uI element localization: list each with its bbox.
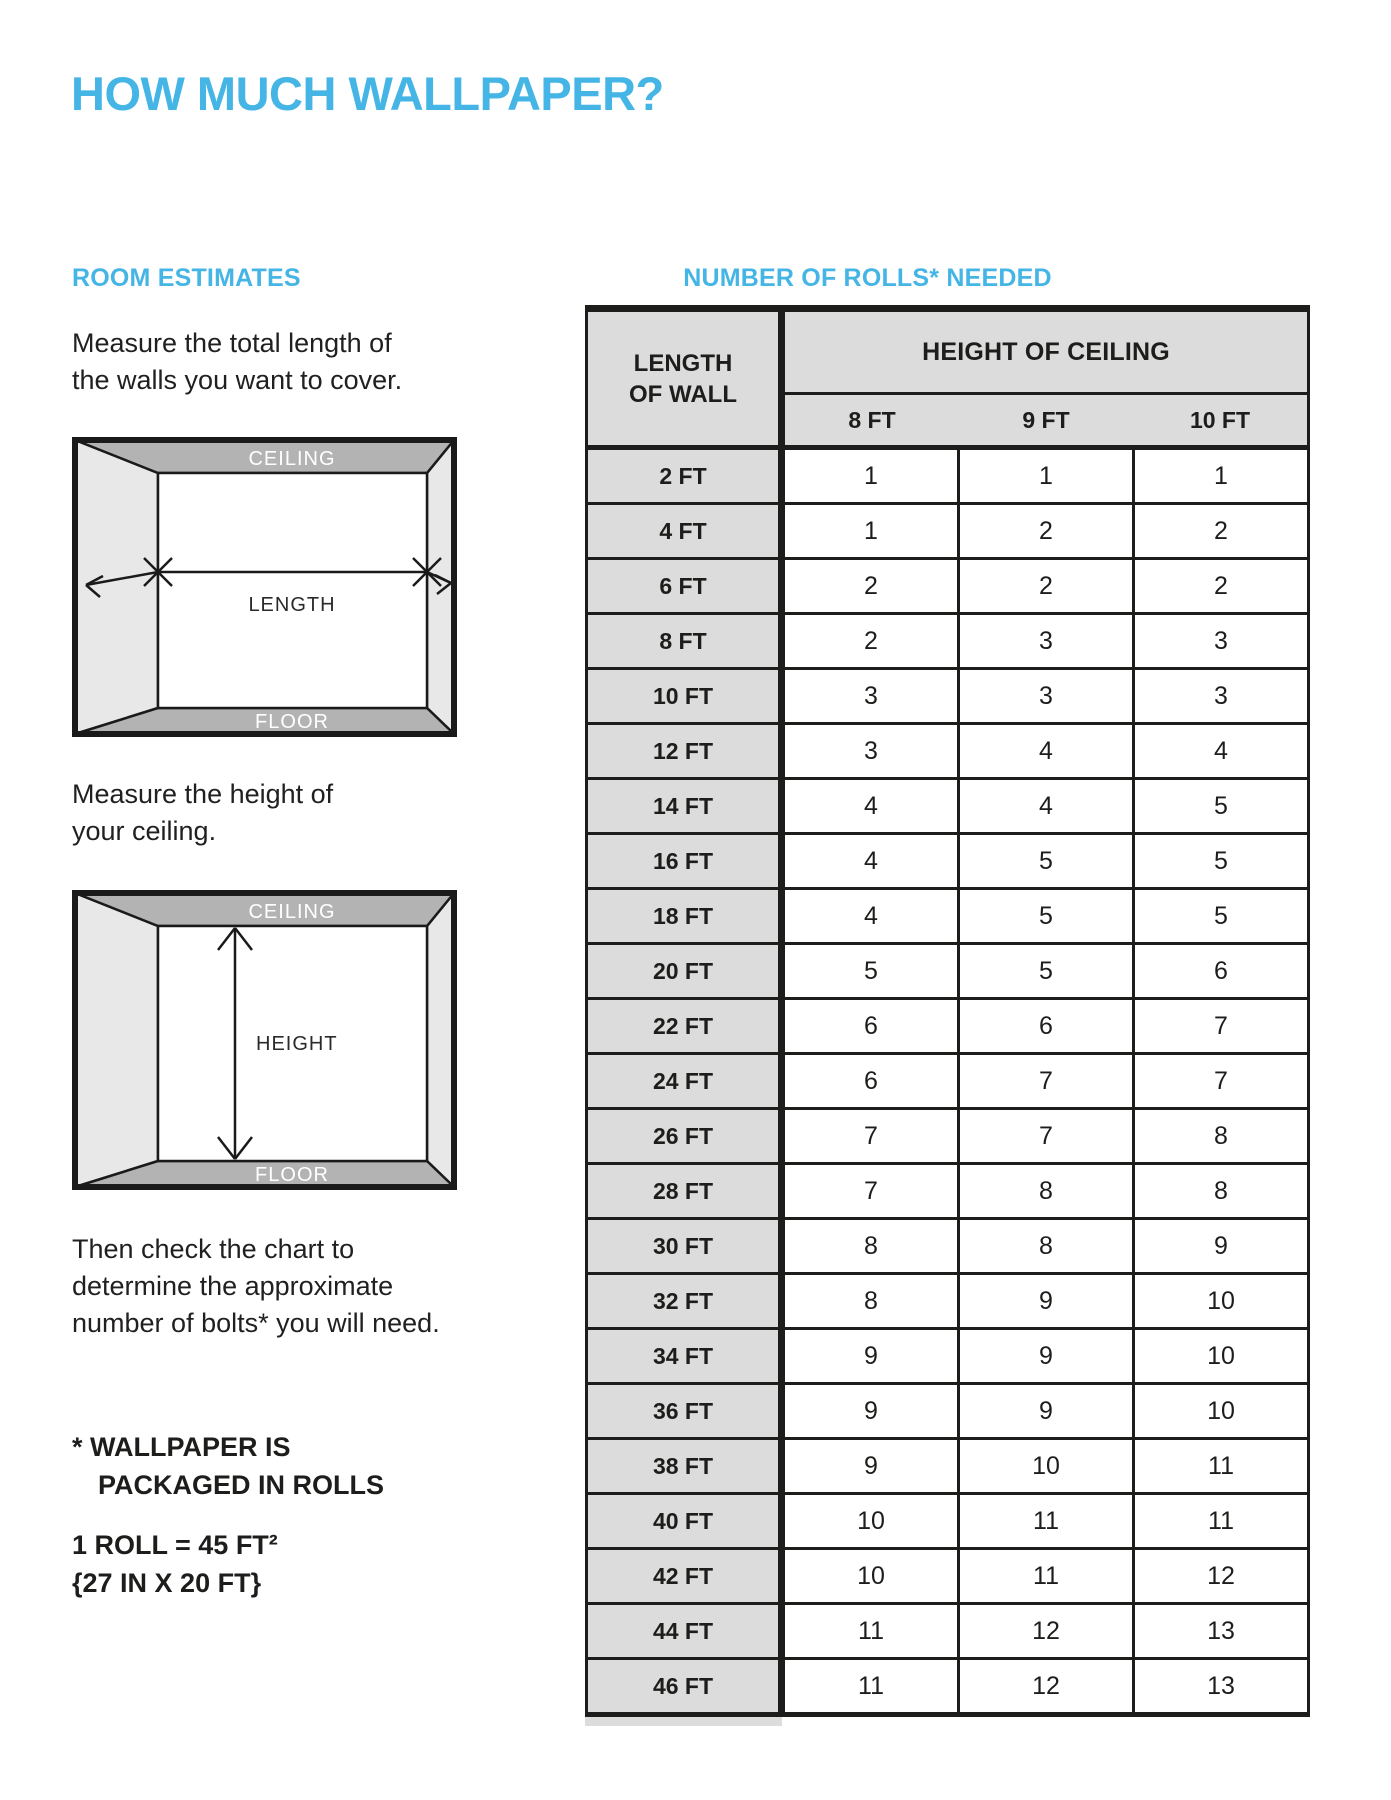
left-wall-face bbox=[75, 893, 158, 1187]
table-row bbox=[588, 1492, 1307, 1547]
roll-count-cell: 1 bbox=[1132, 450, 1307, 502]
table-row bbox=[588, 777, 1307, 832]
row-label: 46 FT bbox=[588, 1660, 785, 1712]
roll-count-cell: 1 bbox=[957, 450, 1132, 502]
note-line: 1 ROLL = 45 FT² bbox=[72, 1530, 278, 1560]
header-length-of-wall bbox=[588, 312, 785, 445]
table-footer-tab bbox=[585, 1717, 782, 1726]
row-label: 38 FT bbox=[588, 1440, 785, 1492]
row-label: 4 FT bbox=[588, 505, 785, 557]
row-label: 32 FT bbox=[588, 1275, 785, 1327]
rolls-table-wrap bbox=[585, 305, 1310, 1726]
roll-count-cell: 4 bbox=[785, 835, 957, 887]
right-wall-face bbox=[427, 893, 454, 1187]
roll-count-cell: 10 bbox=[1132, 1330, 1307, 1382]
roll-count-cell: 7 bbox=[957, 1110, 1132, 1162]
roll-count-cell: 8 bbox=[957, 1220, 1132, 1272]
row-label: 2 FT bbox=[588, 450, 785, 502]
table-row bbox=[588, 1437, 1307, 1492]
roll-count-cell: 4 bbox=[785, 780, 957, 832]
roll-count-cell: 5 bbox=[957, 945, 1132, 997]
table-row bbox=[588, 1217, 1307, 1272]
row-label: 8 FT bbox=[588, 615, 785, 667]
row-label: 6 FT bbox=[588, 560, 785, 612]
floor-label: FLOOR bbox=[255, 1164, 329, 1186]
table-row bbox=[588, 557, 1307, 612]
page-title: HOW MUCH WALLPAPER? bbox=[71, 67, 664, 120]
rolls-table bbox=[585, 305, 1310, 1717]
roll-count-cell: 8 bbox=[785, 1220, 957, 1272]
roll-count-cell: 3 bbox=[1132, 615, 1307, 667]
roll-count-cell: 3 bbox=[1132, 670, 1307, 722]
row-label: 44 FT bbox=[588, 1605, 785, 1657]
note-roll-size bbox=[72, 1526, 278, 1602]
roll-count-cell: 11 bbox=[785, 1660, 957, 1712]
roll-count-cell: 12 bbox=[957, 1605, 1132, 1657]
table-row bbox=[588, 1657, 1307, 1712]
roll-count-cell: 9 bbox=[785, 1440, 957, 1492]
header-height-of-ceiling: HEIGHT OF CEILING bbox=[785, 312, 1307, 395]
row-label: 20 FT bbox=[588, 945, 785, 997]
col-header-9ft: 9 FT bbox=[1022, 406, 1070, 433]
roll-count-cell: 4 bbox=[785, 890, 957, 942]
roll-count-cell: 9 bbox=[785, 1385, 957, 1437]
roll-count-cell: 9 bbox=[957, 1330, 1132, 1382]
roll-count-cell: 12 bbox=[1132, 1550, 1307, 1602]
height-label: HEIGHT bbox=[256, 1033, 338, 1055]
roll-count-cell: 7 bbox=[1132, 1055, 1307, 1107]
roll-count-cell: 6 bbox=[785, 1055, 957, 1107]
floor-label: FLOOR bbox=[255, 711, 329, 733]
note-line: PACKAGED IN ROLLS bbox=[98, 1470, 385, 1500]
roll-count-cell: 8 bbox=[957, 1165, 1132, 1217]
roll-count-cell: 3 bbox=[957, 670, 1132, 722]
note-packaged-in-rolls bbox=[72, 1428, 384, 1504]
roll-count-cell: 10 bbox=[785, 1550, 957, 1602]
table-row bbox=[588, 667, 1307, 722]
roll-count-cell: 11 bbox=[785, 1605, 957, 1657]
header-line: OF WALL bbox=[629, 380, 737, 408]
row-label: 14 FT bbox=[588, 780, 785, 832]
roll-count-cell: 4 bbox=[957, 780, 1132, 832]
roll-count-cell: 2 bbox=[1132, 560, 1307, 612]
header-right-group bbox=[785, 312, 1307, 445]
roll-count-cell: 8 bbox=[785, 1275, 957, 1327]
roll-count-cell: 2 bbox=[785, 560, 957, 612]
row-label: 28 FT bbox=[588, 1165, 785, 1217]
ceiling-label: CEILING bbox=[248, 901, 336, 923]
table-row bbox=[588, 450, 1307, 502]
back-wall-face bbox=[158, 473, 427, 708]
table-row bbox=[588, 1602, 1307, 1657]
para-line: Measure the height of bbox=[72, 779, 334, 809]
roll-count-cell: 7 bbox=[957, 1055, 1132, 1107]
rolls-needed-heading: NUMBER OF ROLLS* NEEDED bbox=[683, 264, 1052, 292]
roll-count-cell: 10 bbox=[1132, 1275, 1307, 1327]
roll-count-cell: 10 bbox=[957, 1440, 1132, 1492]
roll-count-cell: 2 bbox=[957, 560, 1132, 612]
note-line: * WALLPAPER IS bbox=[72, 1432, 291, 1462]
roll-count-cell: 11 bbox=[957, 1495, 1132, 1547]
roll-count-cell: 5 bbox=[785, 945, 957, 997]
right-wall-face bbox=[427, 440, 454, 734]
table-row bbox=[588, 887, 1307, 942]
para-line: determine the approximate bbox=[72, 1271, 394, 1301]
para-line: Then check the chart to bbox=[72, 1234, 355, 1264]
row-label: 24 FT bbox=[588, 1055, 785, 1107]
note-line: {27 IN X 20 FT} bbox=[72, 1568, 262, 1598]
roll-count-cell: 11 bbox=[1132, 1495, 1307, 1547]
table-row bbox=[588, 722, 1307, 777]
table-row bbox=[588, 1547, 1307, 1602]
roll-count-cell: 11 bbox=[1132, 1440, 1307, 1492]
table-body bbox=[588, 450, 1307, 1712]
roll-count-cell: 1 bbox=[785, 505, 957, 557]
roll-count-cell: 6 bbox=[957, 1000, 1132, 1052]
roll-count-cell: 10 bbox=[1132, 1385, 1307, 1437]
row-label: 10 FT bbox=[588, 670, 785, 722]
table-row bbox=[588, 1107, 1307, 1162]
row-label: 16 FT bbox=[588, 835, 785, 887]
row-label: 30 FT bbox=[588, 1220, 785, 1272]
table-row bbox=[588, 942, 1307, 997]
roll-count-cell: 3 bbox=[785, 725, 957, 777]
para-line: number of bolts* you will need. bbox=[72, 1308, 440, 1338]
table-row bbox=[588, 1382, 1307, 1437]
room-height-diagram bbox=[72, 890, 457, 1190]
roll-count-cell: 5 bbox=[957, 835, 1132, 887]
table-row bbox=[588, 1052, 1307, 1107]
para-line: Measure the total length of bbox=[72, 328, 392, 358]
roll-count-cell: 9 bbox=[1132, 1220, 1307, 1272]
roll-count-cell: 2 bbox=[785, 615, 957, 667]
row-label: 40 FT bbox=[588, 1495, 785, 1547]
roll-count-cell: 8 bbox=[1132, 1165, 1307, 1217]
table-row bbox=[588, 612, 1307, 667]
ceiling-label: CEILING bbox=[248, 448, 336, 470]
table-row bbox=[588, 1162, 1307, 1217]
roll-count-cell: 7 bbox=[1132, 1000, 1307, 1052]
roll-count-cell: 5 bbox=[1132, 780, 1307, 832]
room-length-diagram bbox=[72, 437, 457, 737]
roll-count-cell: 1 bbox=[785, 450, 957, 502]
roll-count-cell: 8 bbox=[1132, 1110, 1307, 1162]
roll-count-cell: 10 bbox=[785, 1495, 957, 1547]
roll-count-cell: 4 bbox=[1132, 725, 1307, 777]
roll-count-cell: 5 bbox=[1132, 835, 1307, 887]
col-header-8ft: 8 FT bbox=[848, 406, 896, 433]
roll-count-cell: 9 bbox=[957, 1275, 1132, 1327]
para-line: your ceiling. bbox=[72, 816, 217, 846]
header-sub-row bbox=[785, 395, 1307, 445]
row-label: 22 FT bbox=[588, 1000, 785, 1052]
roll-count-cell: 6 bbox=[785, 1000, 957, 1052]
roll-count-cell: 3 bbox=[785, 670, 957, 722]
roll-count-cell: 6 bbox=[1132, 945, 1307, 997]
roll-count-cell: 2 bbox=[1132, 505, 1307, 557]
roll-count-cell: 7 bbox=[785, 1110, 957, 1162]
para-measure-length bbox=[72, 325, 402, 399]
para-check-chart bbox=[72, 1231, 440, 1342]
roll-count-cell: 5 bbox=[1132, 890, 1307, 942]
roll-count-cell: 12 bbox=[957, 1660, 1132, 1712]
row-label: 26 FT bbox=[588, 1110, 785, 1162]
table-row bbox=[588, 997, 1307, 1052]
table-row bbox=[588, 1327, 1307, 1382]
roll-count-cell: 5 bbox=[957, 890, 1132, 942]
roll-count-cell: 3 bbox=[957, 615, 1132, 667]
room-estimates-heading: ROOM ESTIMATES bbox=[72, 264, 301, 292]
table-header bbox=[588, 312, 1307, 450]
roll-count-cell: 9 bbox=[957, 1385, 1132, 1437]
roll-count-cell: 13 bbox=[1132, 1605, 1307, 1657]
para-measure-height bbox=[72, 776, 333, 850]
header-line: LENGTH bbox=[633, 349, 733, 377]
length-label: LENGTH bbox=[248, 594, 336, 616]
col-header-10ft: 10 FT bbox=[1189, 406, 1251, 433]
row-label: 34 FT bbox=[588, 1330, 785, 1382]
table-row bbox=[588, 1272, 1307, 1327]
para-line: the walls you want to cover. bbox=[72, 365, 403, 395]
roll-count-cell: 2 bbox=[957, 505, 1132, 557]
roll-count-cell: 13 bbox=[1132, 1660, 1307, 1712]
table-row bbox=[588, 502, 1307, 557]
roll-count-cell: 9 bbox=[785, 1330, 957, 1382]
roll-count-cell: 11 bbox=[957, 1550, 1132, 1602]
row-label: 36 FT bbox=[588, 1385, 785, 1437]
table-row bbox=[588, 832, 1307, 887]
row-label: 42 FT bbox=[588, 1550, 785, 1602]
row-label: 18 FT bbox=[588, 890, 785, 942]
row-label: 12 FT bbox=[588, 725, 785, 777]
roll-count-cell: 4 bbox=[957, 725, 1132, 777]
roll-count-cell: 7 bbox=[785, 1165, 957, 1217]
